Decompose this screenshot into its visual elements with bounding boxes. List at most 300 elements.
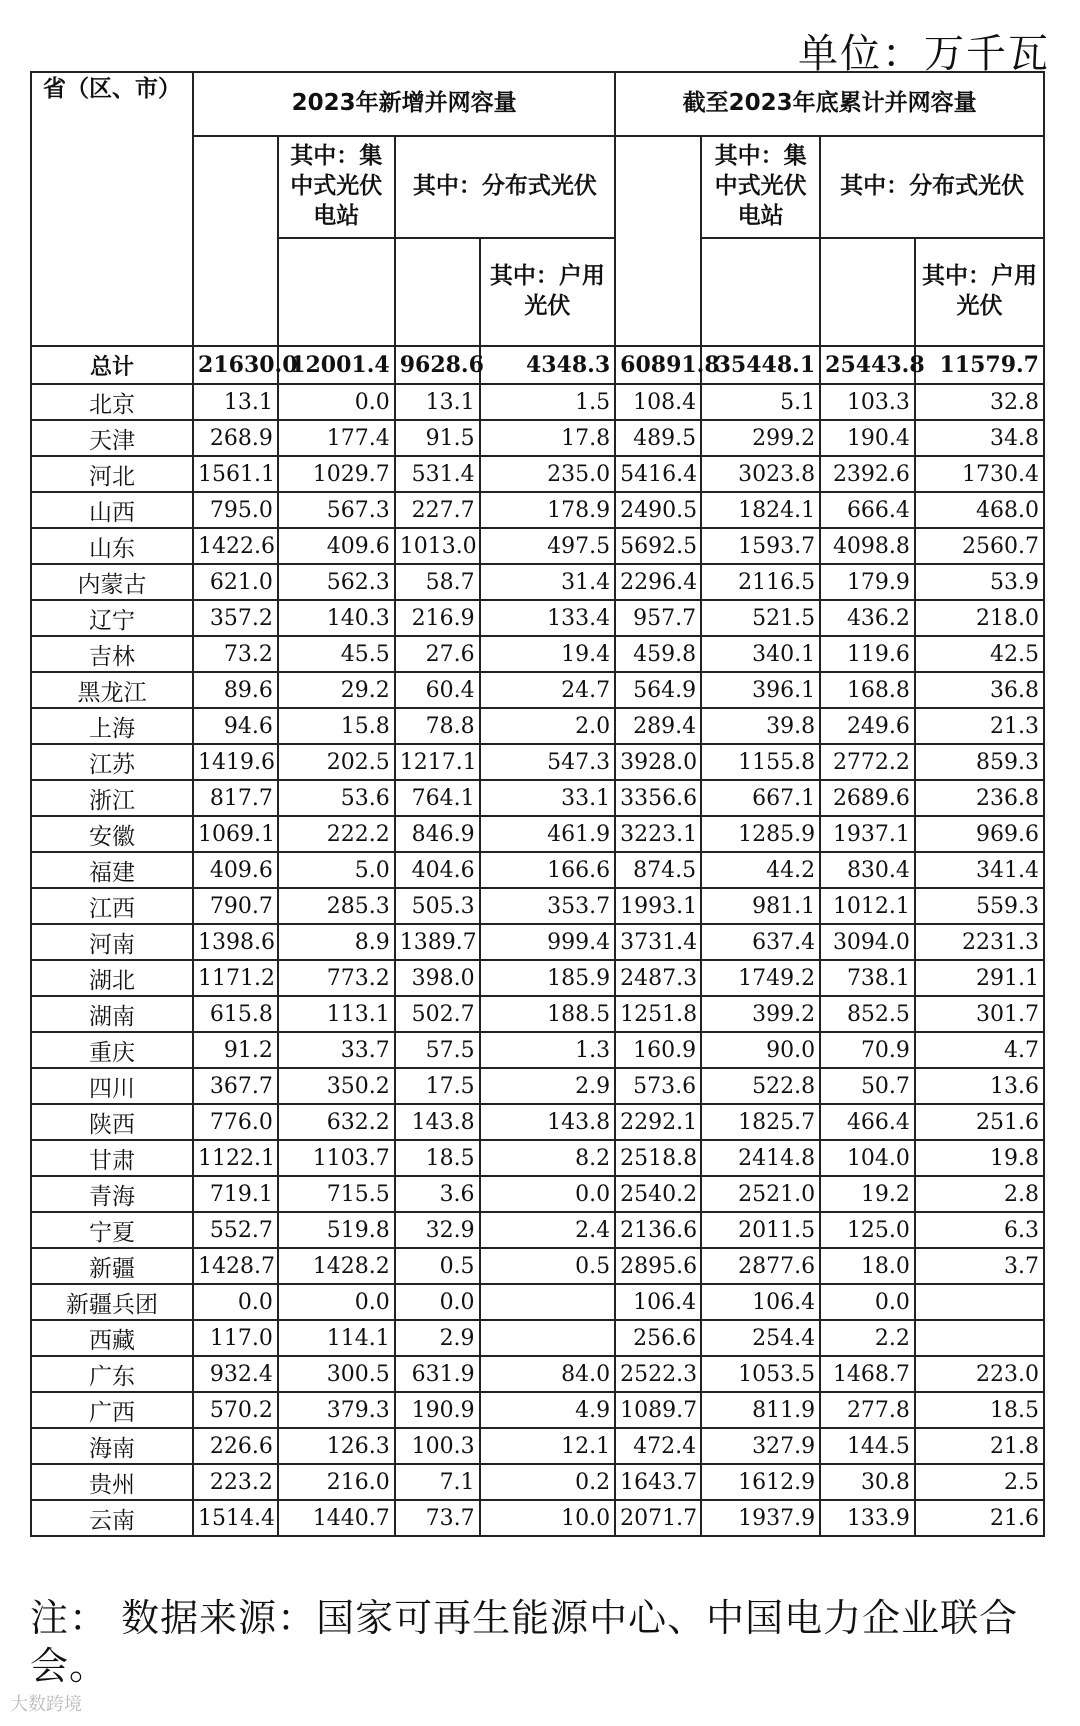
table-cell: 3223.1 — [615, 816, 701, 852]
table-cell: 299.2 — [701, 420, 820, 456]
table-cell: 166.6 — [480, 852, 616, 888]
table-cell: 2689.6 — [820, 780, 915, 816]
table-cell: 33.1 — [480, 780, 616, 816]
table-row — [31, 960, 1044, 996]
table-cell: 409.6 — [278, 528, 395, 564]
table-cell — [480, 1284, 616, 1320]
table-cell: 859.3 — [915, 744, 1044, 780]
table-cell: 15.8 — [278, 708, 395, 744]
table-cell: 190.4 — [820, 420, 915, 456]
table-cell: 341.4 — [915, 852, 1044, 888]
table-cell: 1825.7 — [701, 1104, 820, 1140]
region-name: 浙江 — [31, 780, 193, 816]
table-cell: 2522.3 — [615, 1356, 701, 1392]
table-row — [31, 1212, 1044, 1248]
total-row — [31, 346, 1044, 384]
table-cell: 340.1 — [701, 636, 820, 672]
table-cell: 125.0 — [820, 1212, 915, 1248]
region-name: 黑龙江 — [31, 672, 193, 708]
table-cell: 547.3 — [480, 744, 616, 780]
table-cell: 249.6 — [820, 708, 915, 744]
table-cell: 957.7 — [615, 600, 701, 636]
table-cell: 1612.9 — [701, 1464, 820, 1500]
table-cell: 188.5 — [480, 996, 616, 1032]
total-cell: 21630.0 — [193, 346, 278, 384]
table-cell: 567.3 — [278, 492, 395, 528]
table-cell: 1440.7 — [278, 1500, 395, 1536]
table-cell: 226.6 — [193, 1428, 278, 1464]
table-cell: 13.1 — [395, 384, 480, 420]
table-cell: 2296.4 — [615, 564, 701, 600]
table-cell: 10.0 — [480, 1500, 616, 1536]
table-cell: 327.9 — [701, 1428, 820, 1464]
table-cell: 8.2 — [480, 1140, 616, 1176]
table-cell: 3928.0 — [615, 744, 701, 780]
table-cell: 0.0 — [193, 1284, 278, 1320]
table-cell: 399.2 — [701, 996, 820, 1032]
table-row — [31, 564, 1044, 600]
table-cell: 1285.9 — [701, 816, 820, 852]
table-cell: 999.4 — [480, 924, 616, 960]
table-cell: 268.9 — [193, 420, 278, 456]
table-row — [31, 492, 1044, 528]
table-cell: 519.8 — [278, 1212, 395, 1248]
table-cell: 4.7 — [915, 1032, 1044, 1068]
total-cell: 25443.8 — [820, 346, 915, 384]
table-row — [31, 1248, 1044, 1284]
table-cell: 106.4 — [615, 1284, 701, 1320]
table-cell: 289.4 — [615, 708, 701, 744]
table-cell: 2392.6 — [820, 456, 915, 492]
table-cell: 223.0 — [915, 1356, 1044, 1392]
table-cell: 58.7 — [395, 564, 480, 600]
table-body — [31, 346, 1044, 1536]
table-cell: 133.4 — [480, 600, 616, 636]
table-cell: 18.5 — [395, 1140, 480, 1176]
table-cell: 78.8 — [395, 708, 480, 744]
table-cell: 256.6 — [615, 1320, 701, 1356]
table-cell: 830.4 — [820, 852, 915, 888]
table-cell: 1.3 — [480, 1032, 616, 1068]
table-row — [31, 1356, 1044, 1392]
table-cell: 521.5 — [701, 600, 820, 636]
table-cell: 570.2 — [193, 1392, 278, 1428]
table-cell: 179.9 — [820, 564, 915, 600]
table-cell: 764.1 — [395, 780, 480, 816]
table-cell: 632.2 — [278, 1104, 395, 1140]
table-cell: 291.1 — [915, 960, 1044, 996]
table-row — [31, 1104, 1044, 1140]
table-cell: 218.0 — [915, 600, 1044, 636]
table-cell: 34.8 — [915, 420, 1044, 456]
table-cell: 505.3 — [395, 888, 480, 924]
table-cell: 17.5 — [395, 1068, 480, 1104]
table-cell: 1561.1 — [193, 456, 278, 492]
region-name: 山西 — [31, 492, 193, 528]
table-cell: 2560.7 — [915, 528, 1044, 564]
source-note: 注： 数据来源：国家可再生能源中心、中国电力企业联合会。 — [30, 1596, 1019, 1688]
table-cell: 3.7 — [915, 1248, 1044, 1284]
region-name: 四川 — [31, 1068, 193, 1104]
table-cell: 32.8 — [915, 384, 1044, 420]
table-cell: 719.1 — [193, 1176, 278, 1212]
table-cell: 18.5 — [915, 1392, 1044, 1428]
table-cell: 84.0 — [480, 1356, 616, 1392]
table-cell: 17.8 — [480, 420, 616, 456]
region-name: 新疆兵团 — [31, 1284, 193, 1320]
cum-household-header: 其中：户用光伏 — [915, 238, 1044, 346]
table-cell: 53.9 — [915, 564, 1044, 600]
table-cell: 2487.3 — [615, 960, 701, 996]
table-cell: 667.1 — [701, 780, 820, 816]
region-name: 安徽 — [31, 816, 193, 852]
table-cell: 459.8 — [615, 636, 701, 672]
table-cell: 2071.7 — [615, 1500, 701, 1536]
table-cell: 44.2 — [701, 852, 820, 888]
table-cell: 552.7 — [193, 1212, 278, 1248]
table-cell: 6.3 — [915, 1212, 1044, 1248]
table-row — [31, 1032, 1044, 1068]
table-row — [31, 924, 1044, 960]
table-row — [31, 1140, 1044, 1176]
table-cell: 615.8 — [193, 996, 278, 1032]
table-cell: 2.4 — [480, 1212, 616, 1248]
table-cell: 119.6 — [820, 636, 915, 672]
table-cell: 3023.8 — [701, 456, 820, 492]
table-row — [31, 744, 1044, 780]
table-row — [31, 1068, 1044, 1104]
table-cell: 1012.1 — [820, 888, 915, 924]
table-cell: 12.1 — [480, 1428, 616, 1464]
table-cell: 18.0 — [820, 1248, 915, 1284]
region-name: 辽宁 — [31, 600, 193, 636]
table-cell: 4.9 — [480, 1392, 616, 1428]
table-cell: 94.6 — [193, 708, 278, 744]
table-cell: 353.7 — [480, 888, 616, 924]
table-cell: 254.4 — [701, 1320, 820, 1356]
table-cell: 357.2 — [193, 600, 278, 636]
table-cell: 13.6 — [915, 1068, 1044, 1104]
table-cell: 1824.1 — [701, 492, 820, 528]
table-cell: 21.8 — [915, 1428, 1044, 1464]
table-cell: 846.9 — [395, 816, 480, 852]
table-cell: 472.4 — [615, 1428, 701, 1464]
table-cell: 104.0 — [820, 1140, 915, 1176]
cum-distributed-blank — [820, 238, 915, 346]
table-cell: 7.1 — [395, 1464, 480, 1500]
table-row — [31, 816, 1044, 852]
table-cell: 45.5 — [278, 636, 395, 672]
table-cell: 177.4 — [278, 420, 395, 456]
table-cell: 1993.1 — [615, 888, 701, 924]
table-cell: 367.7 — [193, 1068, 278, 1104]
table-cell: 73.7 — [395, 1500, 480, 1536]
table-cell: 19.4 — [480, 636, 616, 672]
region-name: 吉林 — [31, 636, 193, 672]
table-cell: 350.2 — [278, 1068, 395, 1104]
table-cell: 738.1 — [820, 960, 915, 996]
table-cell: 1122.1 — [193, 1140, 278, 1176]
table-cell: 236.8 — [915, 780, 1044, 816]
table-cell: 1749.2 — [701, 960, 820, 996]
table-cell: 2011.5 — [701, 1212, 820, 1248]
region-name: 新疆 — [31, 1248, 193, 1284]
table-cell — [480, 1320, 616, 1356]
table-cell: 1730.4 — [915, 456, 1044, 492]
region-name: 广西 — [31, 1392, 193, 1428]
table-cell: 53.6 — [278, 780, 395, 816]
table-cell: 100.3 — [395, 1428, 480, 1464]
table-row — [31, 1176, 1044, 1212]
table-row — [31, 996, 1044, 1032]
table-cell: 468.0 — [915, 492, 1044, 528]
new-centralized-header: 其中：集中式光伏电站 — [278, 136, 395, 238]
table-row — [31, 672, 1044, 708]
table-cell: 39.8 — [701, 708, 820, 744]
table-cell: 1389.7 — [395, 924, 480, 960]
table-cell: 436.2 — [820, 600, 915, 636]
table-cell: 24.7 — [480, 672, 616, 708]
table-cell: 969.6 — [915, 816, 1044, 852]
region-name: 河北 — [31, 456, 193, 492]
table-cell: 502.7 — [395, 996, 480, 1032]
table-cell: 1428.7 — [193, 1248, 278, 1284]
table-cell: 140.3 — [278, 600, 395, 636]
region-name: 河南 — [31, 924, 193, 960]
table-cell: 19.2 — [820, 1176, 915, 1212]
new-distributed-header: 其中：分布式光伏 — [395, 136, 615, 238]
region-name: 海南 — [31, 1428, 193, 1464]
region-name: 天津 — [31, 420, 193, 456]
table-cell: 1937.1 — [820, 816, 915, 852]
table-cell: 0.0 — [820, 1284, 915, 1320]
table-cell: 90.0 — [701, 1032, 820, 1068]
table-cell: 2.0 — [480, 708, 616, 744]
table-row — [31, 384, 1044, 420]
region-header: 省（区、市） — [31, 72, 193, 346]
table-cell: 27.6 — [395, 636, 480, 672]
table-cell: 117.0 — [193, 1320, 278, 1356]
table-cell: 216.9 — [395, 600, 480, 636]
table-cell: 60.4 — [395, 672, 480, 708]
table-cell: 1422.6 — [193, 528, 278, 564]
table-row — [31, 1464, 1044, 1500]
table-cell: 160.9 — [615, 1032, 701, 1068]
cum-centralized-header: 其中：集中式光伏电站 — [701, 136, 820, 238]
region-name: 青海 — [31, 1176, 193, 1212]
table-cell: 202.5 — [278, 744, 395, 780]
table-cell: 1089.7 — [615, 1392, 701, 1428]
table-cell: 522.8 — [701, 1068, 820, 1104]
table-cell: 398.0 — [395, 960, 480, 996]
table-cell: 1643.7 — [615, 1464, 701, 1500]
table-cell: 2490.5 — [615, 492, 701, 528]
region-name: 重庆 — [31, 1032, 193, 1068]
table-row — [31, 528, 1044, 564]
table-cell: 2521.0 — [701, 1176, 820, 1212]
table-row — [31, 708, 1044, 744]
table-cell: 0.5 — [395, 1248, 480, 1284]
table-cell: 133.9 — [820, 1500, 915, 1536]
table-cell: 1155.8 — [701, 744, 820, 780]
table-cell: 144.5 — [820, 1428, 915, 1464]
table-row — [31, 420, 1044, 456]
table-row — [31, 852, 1044, 888]
table-row — [31, 1428, 1044, 1464]
region-name: 陕西 — [31, 1104, 193, 1140]
table-cell: 2116.5 — [701, 564, 820, 600]
table-cell: 621.0 — [193, 564, 278, 600]
table-cell: 223.2 — [193, 1464, 278, 1500]
table-cell: 0.0 — [278, 1284, 395, 1320]
table-cell: 91.2 — [193, 1032, 278, 1068]
region-name: 福建 — [31, 852, 193, 888]
table-cell: 396.1 — [701, 672, 820, 708]
table-cell: 108.4 — [615, 384, 701, 420]
table-cell: 461.9 — [480, 816, 616, 852]
total-cell: 60891.8 — [615, 346, 701, 384]
table-cell: 666.4 — [820, 492, 915, 528]
new-distributed-blank — [395, 238, 480, 346]
table-row — [31, 1392, 1044, 1428]
table-cell: 409.6 — [193, 852, 278, 888]
table-cell: 73.2 — [193, 636, 278, 672]
table-cell: 216.0 — [278, 1464, 395, 1500]
cum-distributed-header: 其中：分布式光伏 — [820, 136, 1044, 238]
table-cell: 190.9 — [395, 1392, 480, 1428]
table-cell: 637.4 — [701, 924, 820, 960]
table-cell: 1593.7 — [701, 528, 820, 564]
table-cell: 790.7 — [193, 888, 278, 924]
total-label: 总计 — [31, 346, 193, 384]
region-name: 贵州 — [31, 1464, 193, 1500]
table-cell: 8.9 — [278, 924, 395, 960]
table-row — [31, 1500, 1044, 1536]
table-cell: 113.1 — [278, 996, 395, 1032]
table-cell: 42.5 — [915, 636, 1044, 672]
table-cell: 21.3 — [915, 708, 1044, 744]
table-row — [31, 636, 1044, 672]
region-name: 北京 — [31, 384, 193, 420]
new-household-header: 其中：户用光伏 — [480, 238, 616, 346]
table-cell: 811.9 — [701, 1392, 820, 1428]
table-cell: 168.8 — [820, 672, 915, 708]
table-cell: 932.4 — [193, 1356, 278, 1392]
table-cell: 2136.6 — [615, 1212, 701, 1248]
region-name: 湖北 — [31, 960, 193, 996]
table-cell: 29.2 — [278, 672, 395, 708]
new-centralized-blank — [278, 238, 395, 346]
cum-centralized-blank — [701, 238, 820, 346]
table-cell: 1013.0 — [395, 528, 480, 564]
table-cell: 2877.6 — [701, 1248, 820, 1284]
table-cell: 19.8 — [915, 1140, 1044, 1176]
table-cell: 70.9 — [820, 1032, 915, 1068]
table-cell: 1103.7 — [278, 1140, 395, 1176]
table-cell: 1217.1 — [395, 744, 480, 780]
table-cell: 817.7 — [193, 780, 278, 816]
table-cell: 50.7 — [820, 1068, 915, 1104]
table-cell: 13.1 — [193, 384, 278, 420]
new-total-blank — [193, 136, 278, 346]
table-cell — [915, 1284, 1044, 1320]
table-cell: 1.5 — [480, 384, 616, 420]
table-cell: 103.3 — [820, 384, 915, 420]
table-cell: 776.0 — [193, 1104, 278, 1140]
table-cell: 715.5 — [278, 1176, 395, 1212]
table-cell: 36.8 — [915, 672, 1044, 708]
table-cell: 178.9 — [480, 492, 616, 528]
table-cell: 489.5 — [615, 420, 701, 456]
table-cell: 114.1 — [278, 1320, 395, 1356]
table-cell: 1053.5 — [701, 1356, 820, 1392]
table-cell: 562.3 — [278, 564, 395, 600]
table-cell: 2231.3 — [915, 924, 1044, 960]
table-cell: 0.0 — [278, 384, 395, 420]
table-cell: 143.8 — [395, 1104, 480, 1140]
table-cell: 1428.2 — [278, 1248, 395, 1284]
region-name: 湖南 — [31, 996, 193, 1032]
table-cell: 466.4 — [820, 1104, 915, 1140]
unit-label: 单位：万千瓦 — [798, 31, 1050, 77]
table-cell: 531.4 — [395, 456, 480, 492]
table-cell: 2.8 — [915, 1176, 1044, 1212]
table-cell: 773.2 — [278, 960, 395, 996]
total-cell: 12001.4 — [278, 346, 395, 384]
table-cell: 2518.8 — [615, 1140, 701, 1176]
table-cell: 57.5 — [395, 1032, 480, 1068]
table-cell: 235.0 — [480, 456, 616, 492]
table-cell: 33.7 — [278, 1032, 395, 1068]
total-cell: 4348.3 — [480, 346, 616, 384]
table-cell: 30.8 — [820, 1464, 915, 1500]
table-cell: 3.6 — [395, 1176, 480, 1212]
region-name: 上海 — [31, 708, 193, 744]
total-cell: 11579.7 — [915, 346, 1044, 384]
table-cell: 106.4 — [701, 1284, 820, 1320]
region-name: 甘肃 — [31, 1140, 193, 1176]
table-cell: 5692.5 — [615, 528, 701, 564]
table-cell: 874.5 — [615, 852, 701, 888]
table-cell: 2895.6 — [615, 1248, 701, 1284]
region-name: 山东 — [31, 528, 193, 564]
table-cell: 1419.6 — [193, 744, 278, 780]
table-cell: 5.0 — [278, 852, 395, 888]
capacity-table — [30, 71, 1045, 1537]
table-cell: 277.8 — [820, 1392, 915, 1428]
table-cell: 1514.4 — [193, 1500, 278, 1536]
table-cell: 2540.2 — [615, 1176, 701, 1212]
table-cell: 31.4 — [480, 564, 616, 600]
table-cell: 2.9 — [480, 1068, 616, 1104]
table-cell: 2772.2 — [820, 744, 915, 780]
table-cell: 5416.4 — [615, 456, 701, 492]
table-cell: 2414.8 — [701, 1140, 820, 1176]
region-name: 广东 — [31, 1356, 193, 1392]
table-cell: 3356.6 — [615, 780, 701, 816]
table-cell: 379.3 — [278, 1392, 395, 1428]
table-cell: 32.9 — [395, 1212, 480, 1248]
region-name: 西藏 — [31, 1320, 193, 1356]
table-cell: 2.2 — [820, 1320, 915, 1356]
table-cell: 559.3 — [915, 888, 1044, 924]
table-cell: 185.9 — [480, 960, 616, 996]
table-cell: 631.9 — [395, 1356, 480, 1392]
region-name: 宁夏 — [31, 1212, 193, 1248]
new-capacity-header: 2023年新增并网容量 — [193, 72, 615, 136]
table-cell: 126.3 — [278, 1428, 395, 1464]
table-cell: 2292.1 — [615, 1104, 701, 1140]
